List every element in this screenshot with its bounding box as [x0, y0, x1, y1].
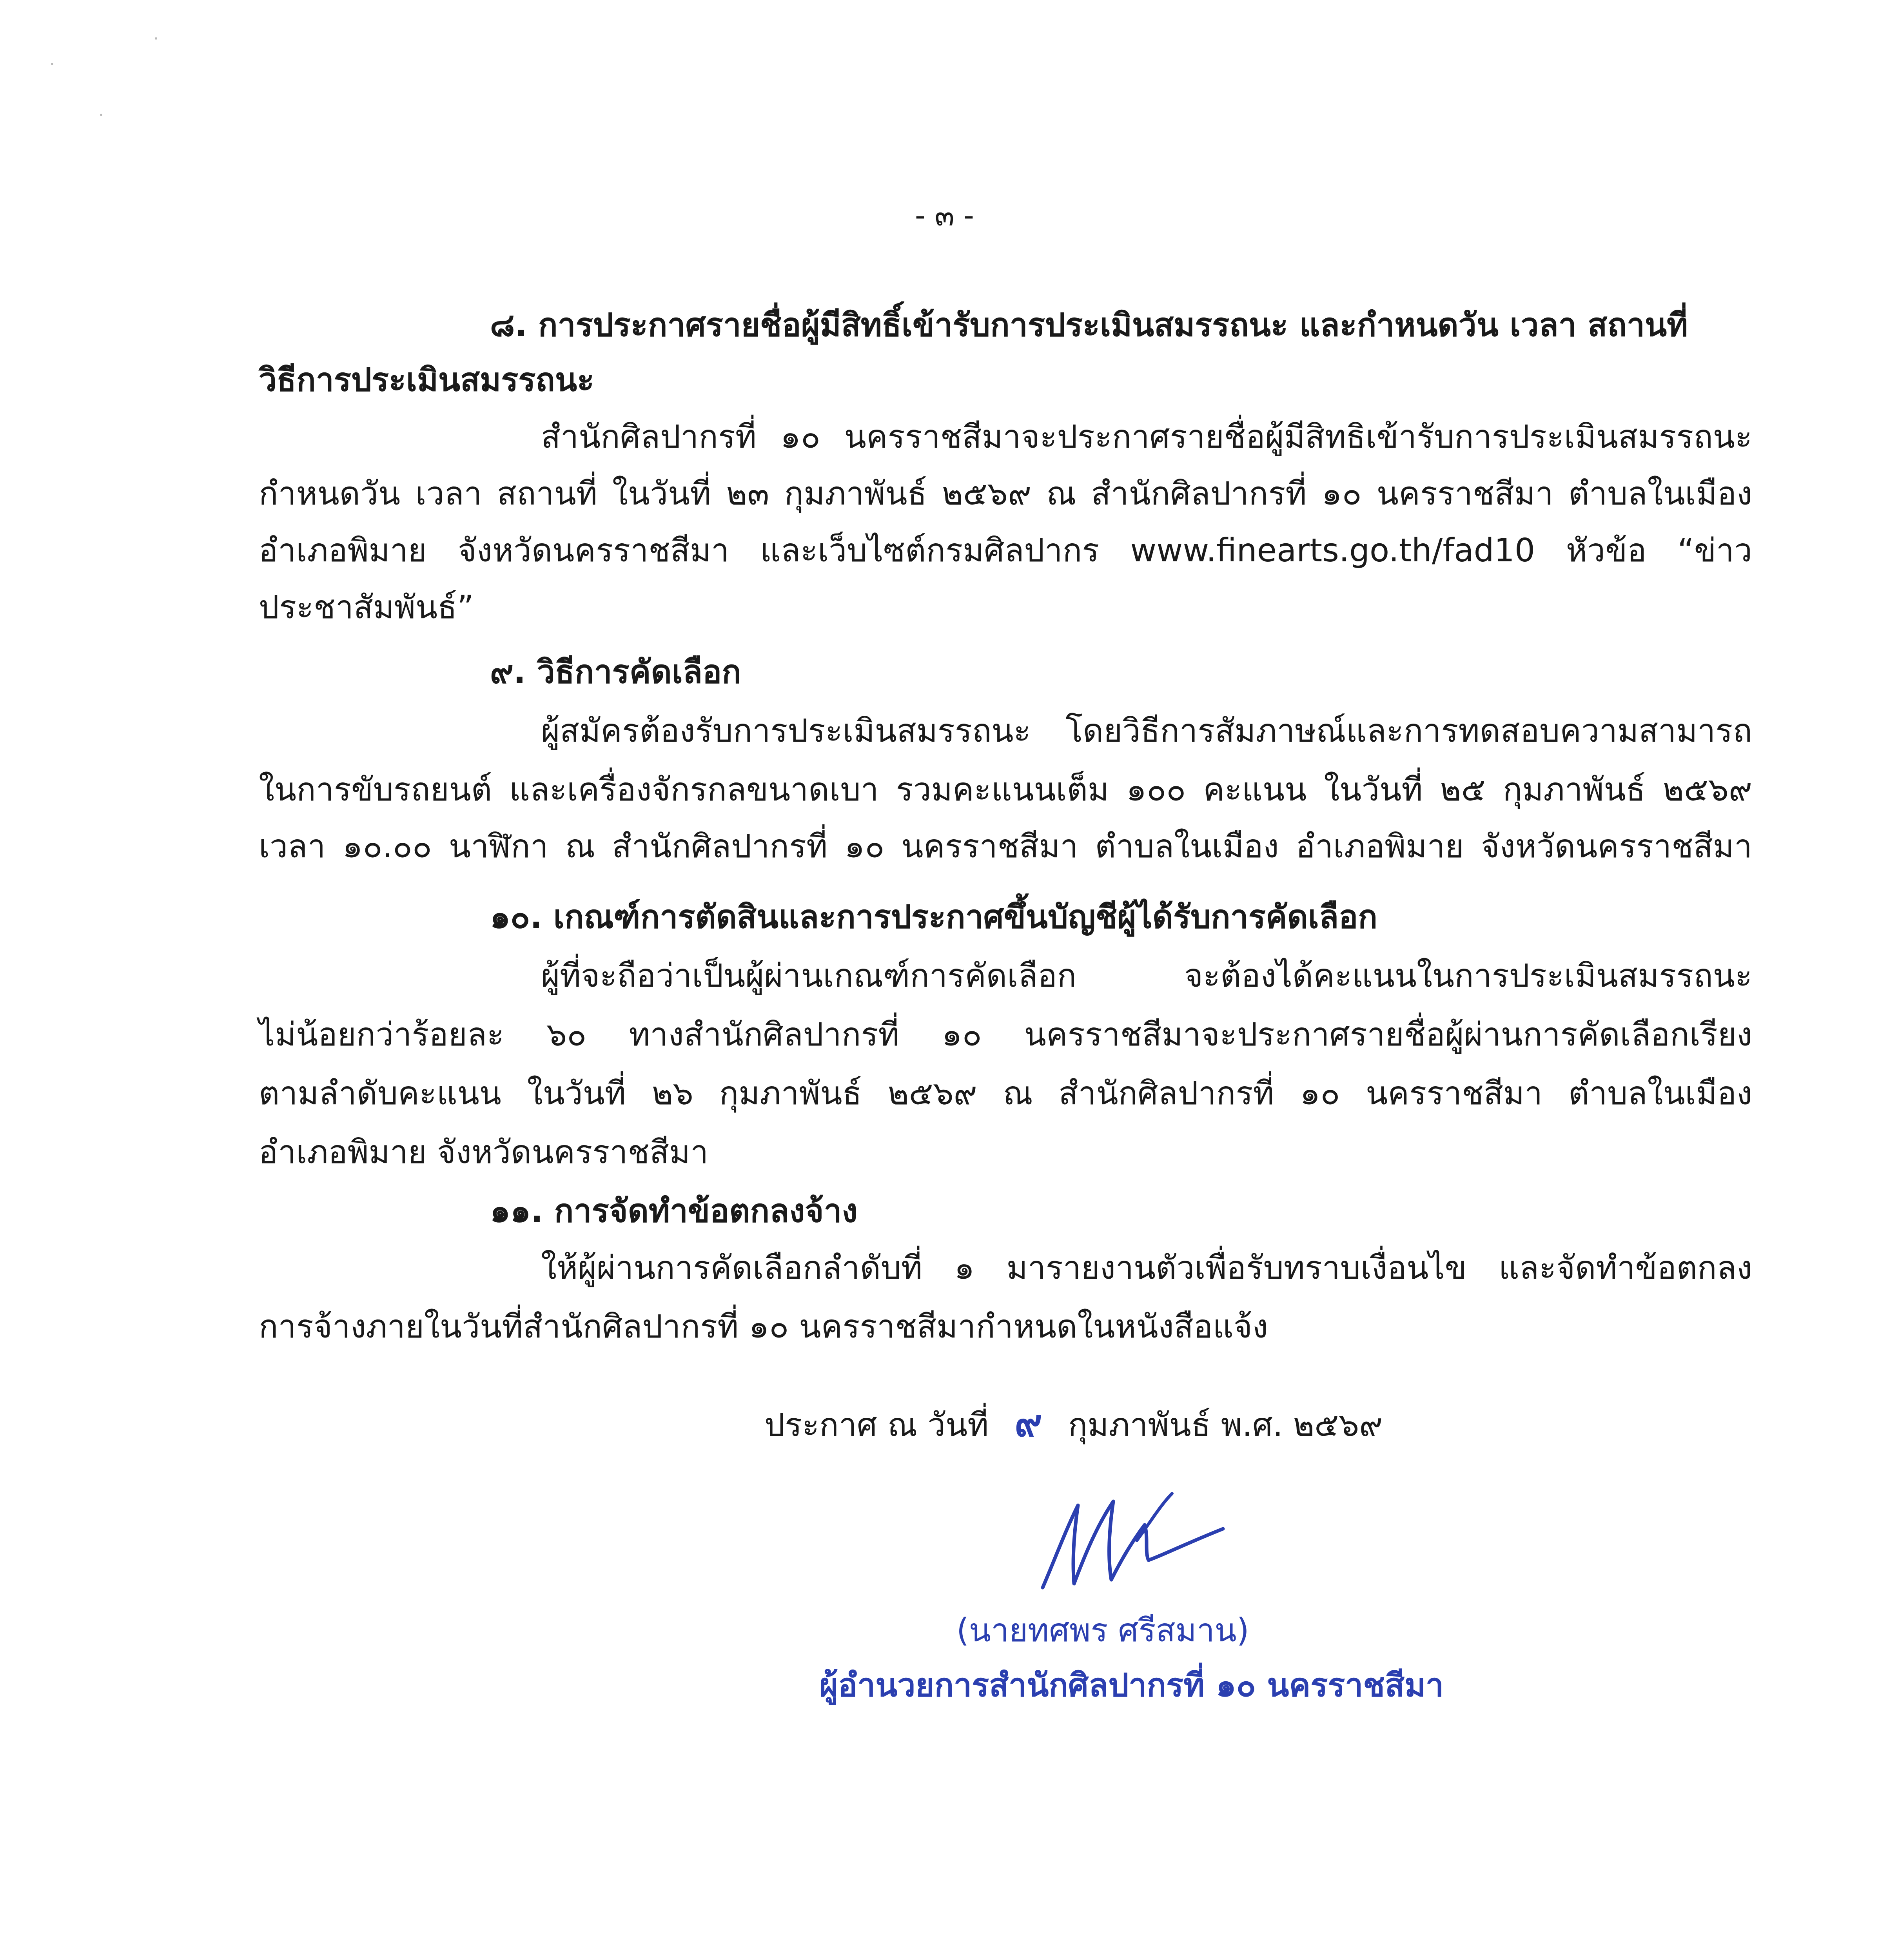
section10-heading: ๑๐. เกณฑ์การตัดสินและการประกาศขึ้นบัญชีผู้ได้รับการคัดเลือก [490, 898, 1378, 936]
announcement-suffix: กุมภาพันธ์ พ.ศ. ๒๕๖๙ [1068, 1406, 1383, 1444]
section8-line: ประชาสัมพันธ์” [259, 589, 474, 626]
announcement-prefix: ประกาศ ณ วันที่ [764, 1406, 989, 1444]
section8-line: อำเภอพิมาย จังหวัดนครราชสีมา และเว็บไซต์กรมศิลปากร www.finearts.go.th/fad10 หัวข้อ “ข่าว [259, 532, 1752, 569]
section9-line: ผู้สมัครต้องรับการประเมินสมรรถนะ โดยวิธีการสัมภาษณ์และการทดสอบความสามารถ [541, 712, 1752, 750]
section8-heading-line1: ๘. การประกาศรายชื่อผู้มีสิทธิ์เข้ารับการประเมินสมรรถนะ และกำหนดวัน เวลา สถานที่ [490, 307, 1688, 344]
section11-line: ให้ผู้ผ่านการคัดเลือกลำดับที่ ๑ มารายงานตัวเพื่อรับทราบเงื่อนไข และจัดทำข้อตกลง [541, 1249, 1752, 1287]
section10-line: ผู้ที่จะถือว่าเป็นผู้ผ่านเกณฑ์การคัดเลือก จะต้องได้คะแนนในการประเมินสมรรถนะ [541, 957, 1752, 995]
section8-heading-line2: วิธีการประเมินสมรรถนะ [259, 361, 595, 399]
section9-heading: ๙. วิธีการคัดเลือก [490, 653, 741, 691]
scan-speck [155, 37, 157, 40]
announcement-day: ๙ [1014, 1401, 1042, 1445]
scan-speck [100, 114, 102, 116]
section10-line: ตามลำดับคะแนน ในวันที่ ๒๖ กุมภาพันธ์ ๒๕๖๙ ณ สำนักศิลปากรที่ ๑๐ นครราชสีมา ตำบลในเมือง [259, 1075, 1752, 1112]
section8-line: สำนักศิลปากรที่ ๑๐ นครราชสีมาจะประกาศรายชื่อผู้มีสิทธิเข้ารับการประเมินสมรรถนะ [541, 418, 1752, 456]
announcement-date [764, 1396, 1383, 1453]
section10-line: อำเภอพิมาย จังหวัดนครราชสีมา [259, 1134, 709, 1171]
section8-line: กำหนดวัน เวลา สถานที่ ในวันที่ ๒๓ กุมภาพันธ์ ๒๕๖๙ ณ สำนักศิลปากรที่ ๑๐ นครราชสีมา ตำบลในเมือง [259, 475, 1752, 512]
scan-speck [51, 63, 53, 65]
signer-name: (นายทศพร ศรีสมาน) [956, 1612, 1249, 1649]
page-number: - ๓ - [915, 199, 974, 232]
signer-title: ผู้อำนวยการสำนักศิลปากรที่ ๑๐ นครราชสีมา [819, 1667, 1444, 1704]
section9-line: เวลา ๑๐.๐๐ นาฬิกา ณ สำนักศิลปากรที่ ๑๐ นครราชสีมา ตำบลในเมือง อำเภอพิมาย จังหวัดนครราชสีมา [259, 828, 1752, 865]
section11-line: การจ้างภายในวันที่สำนักศิลปากรที่ ๑๐ นครราชสีมากำหนดในหนังสือแจ้ง [259, 1308, 1268, 1345]
section11-heading: ๑๑. การจัดทำข้อตกลงจ้าง [490, 1192, 858, 1230]
section10-line: ไม่น้อยกว่าร้อยละ ๖๐ ทางสำนักศิลปากรที่ ๑๐ นครราชสีมาจะประกาศรายชื่อผู้ผ่านการคัดเลือกเรียง [259, 1016, 1752, 1053]
signature [1019, 1482, 1239, 1599]
signature-scribble [1019, 1482, 1239, 1599]
section9-line: ในการขับรถยนต์ และเครื่องจักรกลขนาดเบา รวมคะแนนเต็ม ๑๐๐ คะแนน ในวันที่ ๒๕ กุมภาพันธ์ ๒๕๖๙ [259, 771, 1752, 808]
